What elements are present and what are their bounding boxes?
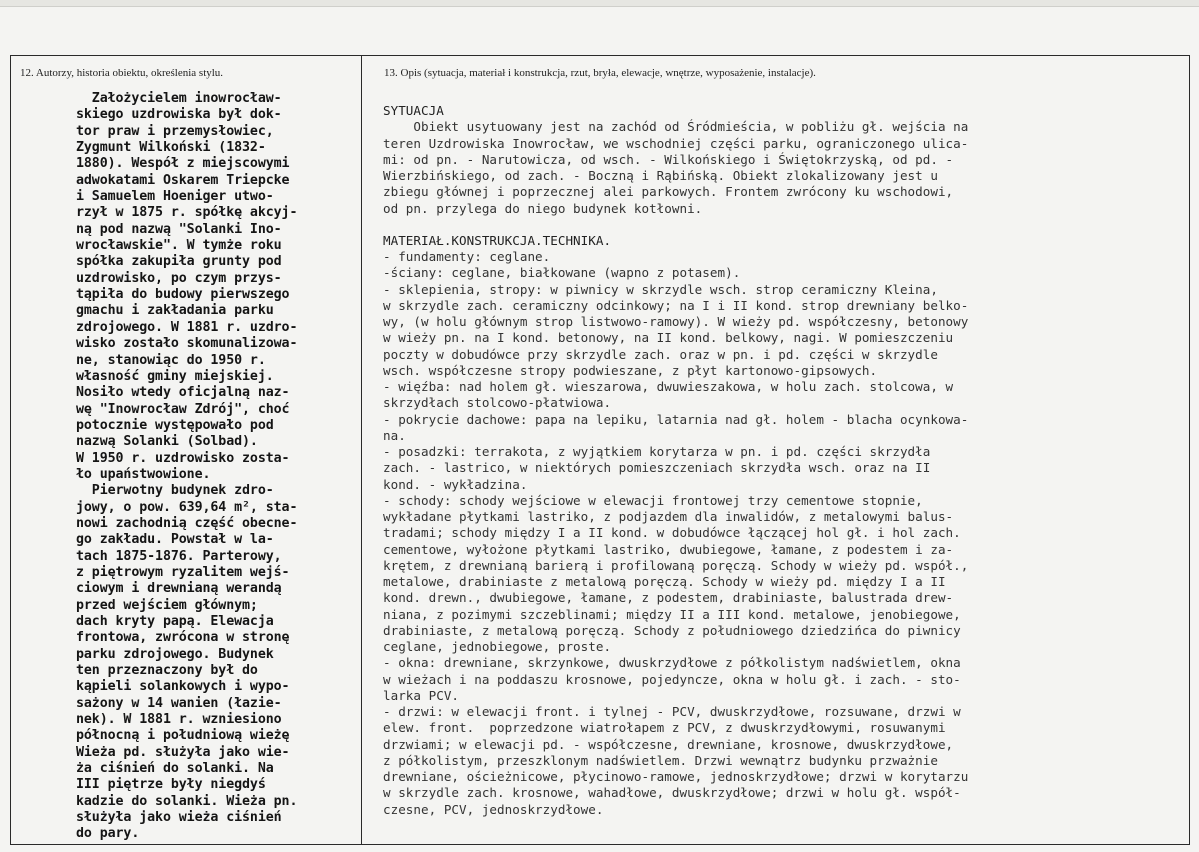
history-text-line: tach 1875-1876. Parterowy,	[76, 548, 282, 564]
material-text-line: - pokrycie dachowe: papa na lepiku, latarnia nad gł. holem - blacha ocynkowa-	[383, 411, 969, 427]
history-text-line: uzdrowisko, po czym przys-	[76, 270, 282, 286]
history-text-line: wrocławskie". W tymże roku	[76, 238, 282, 254]
material-text-line: krętem, z drewnianą barierą i profilowaną poręczą. Schody w wieży pd. współ.,	[383, 557, 969, 573]
material-text-line: elew. front. poprzedzone wiatrołapem z PCV, z dwuskrzydłowymi, rosuwanymi	[383, 720, 946, 736]
material-text-line: tradami; schody między I a II kond. w dobudówce łączącej hol gł. i hol zach.	[383, 525, 961, 541]
history-text-line: dach kryty papą. Elewacja	[76, 614, 274, 629]
history-text-line: rzył w 1875 r. spółkę akcyj-	[76, 205, 298, 221]
material-text-line: kond. - wykładzina.	[383, 476, 528, 492]
material-text-line: - więźba: nad holem gł. wieszarowa, dwuwieszakowa, w holu zach. stolcowa, w	[383, 379, 954, 394]
material-text-line: zach. - lastrico, w niektórych pomieszczeniach skrzydła wsch. oraz na II	[383, 460, 931, 476]
history-text-line: nowi zachodnią część obecne-	[76, 515, 298, 531]
material-text-line: wsch. współczesne stropy podwieszane, z płyt kartonowo-gipsowych.	[383, 362, 878, 378]
sytuacja-text-line: Wierzbińskiego, od zach. - Boczną i Rąbińską. Obiekt zlokalizowany jest u	[383, 168, 938, 183]
history-text-line: sażony w 14 wanien (łazie-	[76, 695, 282, 711]
history-text-line: ło upaństwowione.	[76, 466, 211, 482]
history-text-line: III piętrze były niegdyś	[76, 777, 266, 793]
section-13-header: 13. Opis (sytuacja, materiał i konstrukcja, rzut, bryła, elewacje, wnętrze, wyposażenie, instalacje).	[384, 67, 816, 79]
material-text-line: wy, (w holu głównym strop listwowo-ramowy). W wieży pd. współczesny, betonowy	[383, 314, 969, 329]
history-text-line: go zakładu. Powstał w la-	[76, 532, 274, 548]
history-text-line: północną i południową wieżę	[76, 728, 290, 744]
material-text-line: cementowe, wyłożone płytkami lastriko, dwubiegowe, łamane, z podestem i za-	[383, 541, 954, 557]
material-heading: MATERIAŁ.KONSTRUKCJA.TECHNIKA.	[383, 232, 612, 248]
sytuacja-paragraph	[383, 119, 1183, 217]
material-text-line: metalowe, drabiniaste z metalową poręczą. Schody w wieży pd. między I a II	[383, 574, 946, 589]
material-text-line: niana, z pozimymi szczeblinami; między II a III kond. metalowe, jenobiegowe,	[383, 606, 961, 622]
history-text-line: 1880). Wespół z miejscowymi	[76, 156, 290, 172]
history-text-line: ne, stanowiąc do 1950 r.	[76, 352, 266, 368]
material-text-line: - sklepienia, stropy: w piwnicy w skrzydle wsch. strop ceramiczny Kleina,	[383, 281, 938, 297]
history-text-line: adwokatami Oskarem Triepcke	[76, 172, 290, 188]
material-text-line: -ściany: ceglane, białkowane (wapno z potasem).	[383, 265, 741, 281]
history-text-line: parku zdrojowego. Budynek	[76, 646, 274, 662]
material-text-line: - posadzki: terrakota, z wyjątkiem korytarza w pn. i pd. części skrzydła	[383, 444, 931, 459]
history-text-line: kąpieli solankowych i wypo-	[76, 679, 290, 695]
material-text-line: skrzydłach stolcowo-płatwiowa.	[383, 395, 612, 411]
history-text-line: Nosiło wtedy oficjalną naz-	[76, 385, 290, 401]
section-12-header: 12. Autorzy, historia obiektu, określenia stylu.	[20, 67, 224, 79]
sytuacja-text-line: od pn. przylega do niego budynek kotłowni.	[383, 200, 703, 216]
paragraph-gap	[383, 217, 1183, 233]
right-section	[362, 55, 1190, 845]
material-text-line: - drzwi: w elewacji front. i tylnej - PCV, dwuskrzydłowe, rozsuwane, drzwi w	[383, 704, 961, 719]
history-text-line: własność gminy miejskiej.	[76, 368, 274, 384]
sytuacja-text-line: zbiegu głównej i poprzecznej alei parkowych. Frontem zwrócony ku wschodowi,	[383, 184, 954, 200]
material-text-line: z półkolistym, przeszklonym nadświetlem. Drzwi wewnątrz budynku przważnie	[383, 752, 938, 768]
material-text-line: - schody: schody wejściowe w elewacji frontowej trzy cementowe stopnie,	[383, 492, 923, 508]
history-text-line: jowy, o pow. 639,64 m², sta-	[76, 499, 298, 515]
page-top-edge	[0, 0, 1199, 7]
history-text-line: wę "Inowrocław Zdrój", choć	[76, 401, 290, 417]
material-text-line: drzwiami; w elewacji pd. - współczesne, drewniane, krosnowe, dwuskrzydłowe,	[383, 736, 954, 752]
material-text-line: kond. drewn., dwubiegowe, łamane, z podestem, drabiniaste, balustrada drew-	[383, 590, 954, 606]
material-text-line: drewniane, ościeżnicowe, płycinowo-ramowe, jednoskrzydłowe; drzwi w korytarzu	[383, 769, 969, 784]
history-text-line: nek). W 1881 r. wzniesiono	[76, 712, 282, 728]
history-text-line: potocznie występowało pod	[76, 417, 274, 433]
history-text-line: ten przeznaczony był do	[76, 663, 258, 679]
material-text-line: poczty w dobudówce przy skrzydle zach. oraz w pn. i pd. części w skrzydle	[383, 346, 938, 362]
material-paragraph	[383, 249, 1183, 818]
history-text-line: ną pod nazwą "Solanki Ino-	[76, 221, 282, 237]
history-text-line: Założycielem inowrocław-	[76, 91, 282, 106]
history-text-line: gmachu i zakładania parku	[76, 303, 274, 319]
history-text-line: kadzie do solanki. Wieża pn.	[76, 793, 298, 809]
material-text-line: na.	[383, 427, 406, 443]
history-text-line: Zygmunt Wilkoński (1832-	[76, 140, 266, 156]
sytuacja-text-line: Obiekt usytuowany jest na zachód od Śródmieścia, w pobliżu gł. wejścia na	[383, 119, 969, 135]
material-text-line: - okna: drewniane, skrzynkowe, dwuskrzydłowe z półkolistym nadświetlem, okna	[383, 655, 961, 671]
history-text-line: W 1950 r. uzdrowisko zosta-	[76, 450, 290, 466]
material-text-line: wykładane płytkami lastriko, z podjazdem dla inwalidów, z metalowymi balus-	[383, 509, 954, 524]
material-text-line: w wieży pn. na I kond. betonowy, na II kond. belkowy, nagi. W pomieszczeniu	[383, 330, 954, 346]
history-text-line: do pary.	[76, 826, 140, 842]
history-text-line: Wieża pd. służyła jako wie-	[76, 744, 290, 760]
history-text-line: ciowym i drewnianą werandą	[76, 581, 282, 597]
history-text-line: zdrojowego. W 1881 r. uzdro-	[76, 319, 298, 335]
history-text-line: służyła jako wieża ciśnień	[76, 810, 282, 826]
history-text-line: tor praw i przemysłowiec,	[76, 123, 274, 139]
history-text-line: frontowa, zwrócona w stronę	[76, 630, 290, 646]
material-text-line: w skrzydle zach. ceramiczny odcinkowy; na I i II kond. strop drewniany belko-	[383, 297, 969, 313]
description-text	[383, 103, 1183, 818]
material-text-line: ceglane, jednobiegowe, proste.	[383, 639, 612, 654]
left-section	[10, 55, 362, 845]
history-text-line: ża ciśnień do solanki. Na	[76, 761, 274, 777]
history-text-line: wisko zostało skomunalizowa-	[76, 336, 298, 352]
history-text-line: skiego uzdrowiska był dok-	[76, 107, 282, 123]
sytuacja-heading: SYTUACJA	[383, 103, 444, 118]
history-text-line: i Samuelem Hoeniger utwo-	[76, 189, 274, 205]
sytuacja-text-line: mi: od pn. - Narutowicza, od wsch. - Wilkońskiego i Świętokrzyską, od pd. -	[383, 151, 954, 167]
history-text-line: spółka zakupiła grunty pod	[76, 254, 282, 270]
history-text-line: tąpiła do budowy pierwszego	[76, 287, 290, 303]
history-text-line: Pierwotny budynek zdro-	[76, 483, 274, 499]
sytuacja-text-line: teren Uzdrowiska Inowrocław, we wschodniej części parku, ograniczonego ulica-	[383, 135, 969, 151]
material-text-line: w wieżach i na poddaszu krosnowe, pojedyncze, okna w holu gł. i zach. - sto-	[383, 671, 961, 687]
material-text-line: drabiniaste, z metalową poręczą. Schody z południowego dziedzińca do piwnicy	[383, 622, 961, 638]
history-text	[76, 91, 360, 843]
history-text-line: przed wejściem głównym;	[76, 597, 258, 613]
history-text-line: nazwą Solanki (Solbad).	[76, 434, 258, 450]
material-text-line: w skrzydle zach. krosnowe, wahadłowe, dwuskrzydłowe; drzwi w holu gł. współ-	[383, 785, 961, 801]
material-text-line: larka PCV.	[383, 687, 460, 703]
material-text-line: - fundamenty: ceglane.	[383, 249, 551, 264]
history-text-line: z piętrowym ryzalitem wejś-	[76, 564, 290, 580]
material-text-line: czesne, PCV, jednoskrzydłowe.	[383, 801, 604, 817]
